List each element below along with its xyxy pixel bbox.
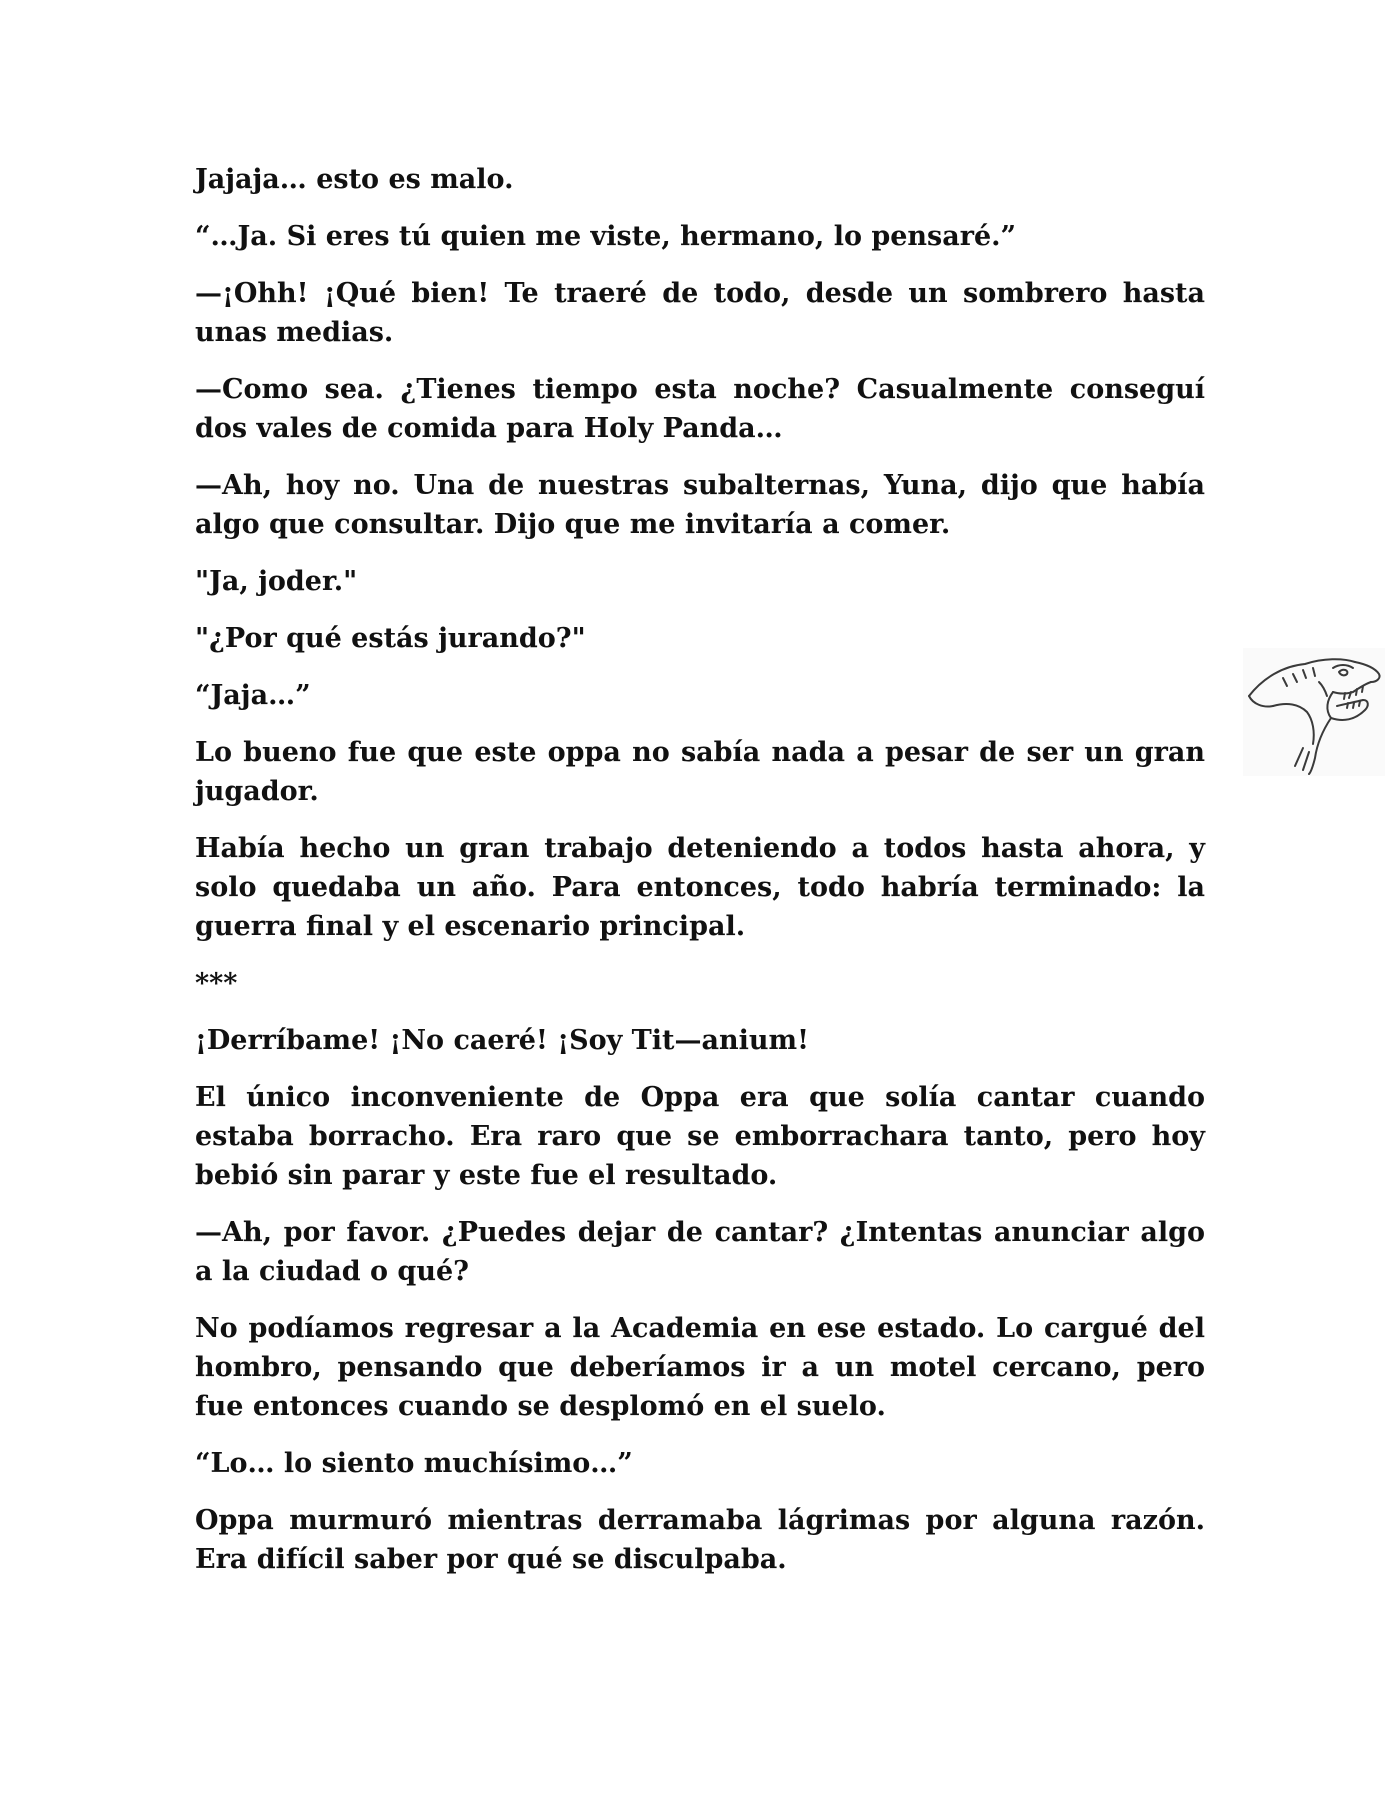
paragraph: "Ja, joder." [195, 566, 358, 597]
paragraph: —Ah, por favor. ¿Puedes dejar de cantar? ¿Intentas anunciar algo a la ciudad o qué? [195, 1217, 1205, 1287]
paragraph: "¿Por qué estás jurando?" [195, 623, 586, 654]
paragraph: —Como sea. ¿Tienes tiempo esta noche? Casualmente conseguí dos vales de comida para Holy Panda… [195, 374, 1205, 444]
paragraph: Había hecho un gran trabajo deteniendo a todos hasta ahora, y solo quedaba un año. Para entonces, todo habría terminado: la guerra final y el escenario principal. [195, 833, 1205, 942]
paragraph: Oppa murmuró mientras derramaba lágrimas por alguna razón. Era difícil saber por qué se disculpaba. [195, 1505, 1205, 1575]
paragraph: Jajaja… esto es malo. [195, 164, 514, 195]
body-text [195, 160, 1205, 1597]
paragraph: No podíamos regresar a la Academia en ese estado. Lo cargué del hombro, pensando que deberíamos ir a un motel cercano, pero fue entonces cuando se desplomó en el suelo. [195, 1313, 1205, 1422]
paragraph: —Ah, hoy no. Una de nuestras subalternas, Yuna, dijo que había algo que consultar. Dijo que me invitaría a comer. [195, 470, 1205, 540]
dinosaur-head-sketch-icon [1243, 648, 1385, 776]
paragraph: “…Ja. Si eres tú quien me viste, hermano, lo pensaré.” [195, 221, 1017, 252]
paragraph: Lo bueno fue que este oppa no sabía nada a pesar de ser un gran jugador. [195, 737, 1205, 807]
paragraph: El único inconveniente de Oppa era que solía cantar cuando estaba borracho. Era raro que se emborrachara tanto, pero hoy bebió sin parar y este fue el resultado. [195, 1082, 1205, 1191]
paragraph: —¡Ohh! ¡Qué bien! Te traeré de todo, desde un sombrero hasta unas medias. [195, 278, 1205, 348]
paragraph: “Jaja…” [195, 680, 311, 711]
paragraph: ¡Derríbame! ¡No caeré! ¡Soy Tit—anium! [195, 1025, 809, 1056]
scene-break: *** [195, 968, 238, 999]
paragraph: “Lo… lo siento muchísimo…” [195, 1448, 633, 1479]
